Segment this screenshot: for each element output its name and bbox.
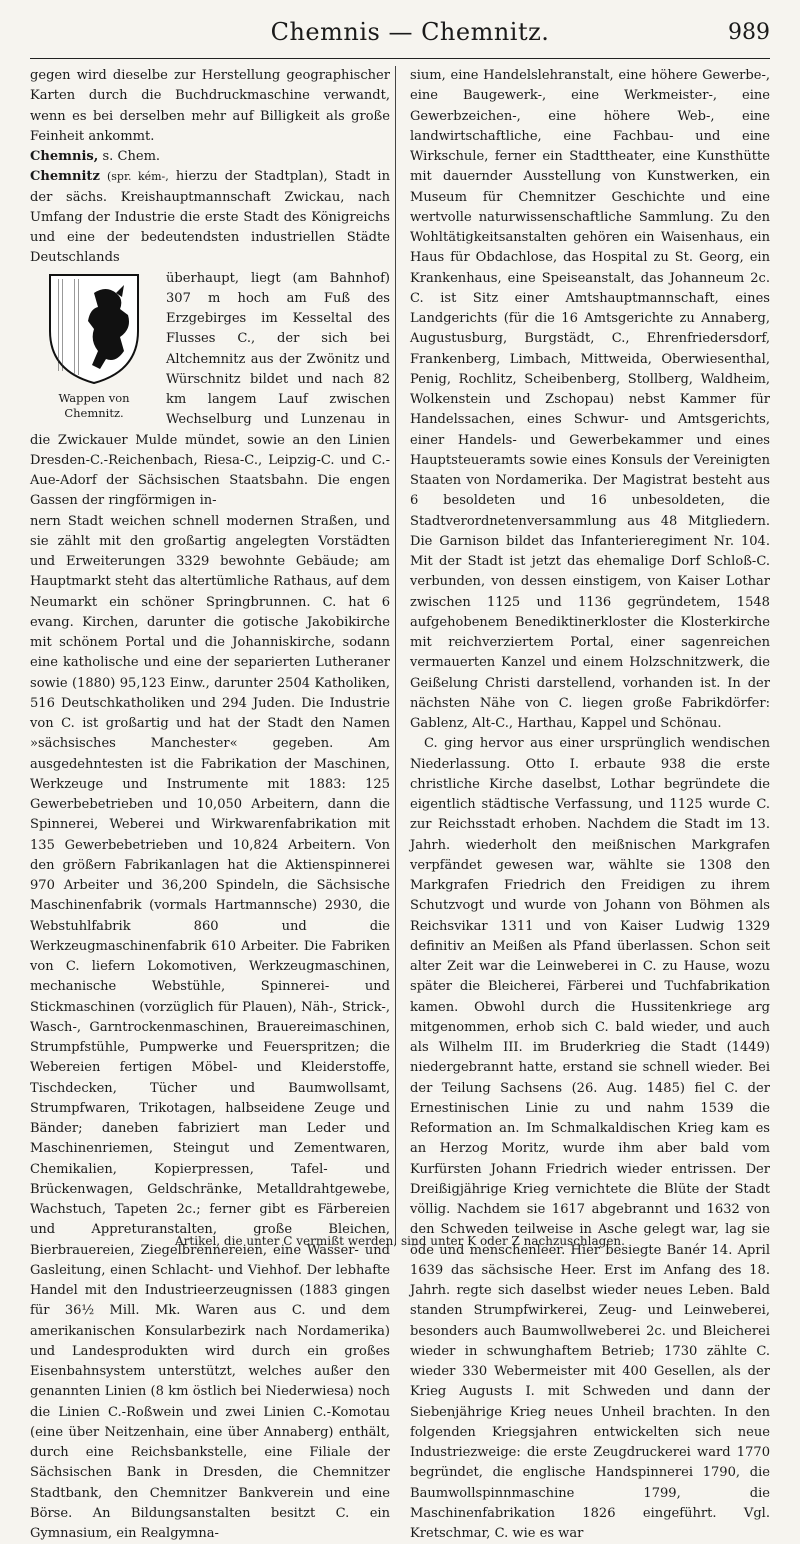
entry-headword: Chemnis, [30,149,98,164]
entry-intro: hierzu der Stadtplan), Stadt in der sächs. Kreishauptmannschaft Zwickau, nach Umfang der Industrie die erste Stadt des Königreichs und eine der bedeutendsten industriellen Städte Deutschlands [30,169,390,265]
paragraph-history: C. ging hervor aus einer ursprünglich wendischen Niederlassung. Otto I. erbaute 938 die erste christliche Kirche daselbst, Lothar begründete die eigentlich städtische Verfassung, und 1125 wurde C. zur Reichsstadt erhoben. Nachdem die Stadt im 13. Jahrh. wiederholt den meißnischen Markgrafen verpfändet gewesen war, wählte sie 1308 den Markgrafen Friedrich den Freidigen zu ihrem Schutzvogt und wurde von Johann von Böhmen als Reichsvikar 1311 und von Kaiser Ludwig 1329 definitiv an Meißen als Pfand überlassen. Schon seit alter Zeit war die Leinweberei in C. zu Hause, wozu später die Bleicherei, Färberei und Tuchfabrikation kamen. Obwohl durch die Hussitenkriege arg mitgenommen, erhob sich C. bald wieder, und auch als Wilhelm III. im Bruderkrieg die Stadt (1449) niedergebrannt hatte, erstand sie schnell wieder. Bei der Teilung Sachsens (26. Aug. 1485) fiel C. der Ernestinischen Linie zu und nahm 1539 die Reformation an. Im Schmalkaldischen Krieg kam es an Herzog Moritz, wurde ihm aber bald vom Kurfürsten Johann Friedrich wieder entrissen. Der Dreißigjährige Krieg vernichtete die Blüte der Stadt völlig. Nachdem sie 1617 abgebrannt und 1632 von den Schweden teilweise in Asche gelegt war, lag sie öde und menschenleer. Hier besiegte Banér 14. April 1639 das sächsische Heer. Erst im Anfang des 18. Jahrh. regte sich daselbst wieder neues Leben. Bald standen Strumpfwirkerei, Zeug- und Leinweberei, besonders auch Baumwollweberei 2c. und Bleicherei wieder in schwunghaftem Betrieb; 1730 zählte C. wieder 330 Webermeister mit 400 Gesellen, als der Krieg Augusts I. mit Schweden und dann der Siebenjährige Krieg neues Unheil brachten. In den folgenden Kriegsjahren entwickelten sich neue Industriezweige: die erste Zeugdruckerei ward 1770 begründet, die englische Handspinnerei 1790, die Baumwollspinnmaschine 1799, die Maschinenfabrikation 1826 eingeführt. Vgl. Kretschmar, C. wie es war [410,734,770,1544]
left-column [30,66,390,1544]
running-title: Chemnis — Chemnitz. [50,18,770,46]
entry-chemnis [30,147,390,167]
crest-caption: Wappen von Chemnitz. [30,391,158,421]
crest-figure [30,269,158,421]
page-number: 989 [728,20,770,45]
header-rule [30,58,770,59]
page-footer: Artikel, die unter C vermißt werden, sind unter K oder Z nachzuschlagen. [30,1234,770,1248]
entry-chemnitz-body: nern Stadt weichen schnell modernen Straßen, und sie zählt mit den großartig angelegten Vorstädten und Erweiterungen 3329 bewohnte Gebäude; am Hauptmarkt steht das altertümliche Rathaus, auf dem Neumarkt ein schöner Springbrunnen. C. hat 6 evang. Kirchen, darunter die gotische Jakobikirche mit schönem Portal und die Johanniskirche, sodann eine katholische und eine der separierten Lutheraner sowie (1880) 95,123 Einw., darunter 2504 Katholiken, 516 Deutschkatholiken und 294 Juden. Die Industrie von C. ist großartig und hat der Stadt den Namen »sächsisches Manchester« gegeben. Am ausgedehntesten ist die Fabrikation der Maschinen, Werkzeuge und Instrumente mit 1883: 125 Gewerbebetrieben und 10,050 Arbeitern, dann die Spinnerei, Weberei und Wirkwarenfabrikation mit 135 Gewerbebetrieben und 10,824 Arbeitern. Von den größern Fabrikanlagen hat die Aktienspinnerei 970 Arbeiter und 36,200 Spindeln, die Sächsische Maschinenfabrik (vormals Hartmannsche) 2930, die Webstuhlfabrik 860 und die Werkzeugmaschinenfabrik 610 Arbeiter. Die Fabriken von C. liefern Lokomotiven, Werkzeugmaschinen, mechanische Webstühle, Spinnerei- und Stickmaschinen (vorzüglich für Plauen), Näh-, Strick-, Wasch-, Garntrockenmaschinen, Brauereimaschinen, Strumpfstühle, Pumpwerke und Feuerspritzen; die Webereien fertigen Möbel- und Kleiderstoffe, Tischdecken, Tücher und Baumwollsamt, Strumpfwaren, Trikotagen, halbseidene Zeuge und Bänder; daneben fabriziert man Leder und Maschinenriemen, Steingut und Zementwaren, Chemikalien, Kopierpressen, Tafel- und Brückenwagen, Geldschränke, Metalldrahtgewebe, Wachstuch, Tapeten 2c.; ferner gibt es Färbereien und Appreturanstalten, große Bleichen, Bierbrauereien, Ziegelbrennereien, eine Wasser- und Gasleitung, einen Schlacht- und Viehhof. Der lebhafte Handel mit den Industrieerzeugnissen (1883 gingen für 36½ Mill. Mk. Waren aus C. und dem amerikanischen Konsularbezirk nach Nordamerika) und Landesprodukten wird durch ein großes Eisenbahnsystem unterstützt, welches außer den genannten Linien (8 km östlich bei Niederwiesa) noch die Linien C.-Roßwein und zwei Linien C.-Komotau (eine über Neitzenhain, eine über Annaberg) enthält, durch eine Reichsbankstelle, eine Filiale der Sächsischen Bank in Dresden, die Chemnitzer Stadtbank, den Chemnitzer Bankverein und eine Börse. An Bildungsanstalten besitzt C. ein Gymnasium, ein Realgymna- [30,512,390,1544]
page-header [50,10,770,58]
pronunciation: (spr. kém-, [107,170,169,183]
entry-chemnitz [30,167,390,268]
entry-crossref: s. Chem. [102,149,160,164]
paragraph-institutions: sium, eine Handelslehranstalt, eine höhere Gewerbe-, eine Baugewerk-, eine Werkmeister-, eine Gewerbzeichen-, eine höhere Web-, eine landwirtschaftliche, eine Fachbau- und eine Wirkschule, ferner ein Stadttheater, eine Kunsthütte mit dauernder Ausstellung von Kunstwerken, ein Museum für Chemnitzer Geschichte und eine wertvolle naturwissenschaftliche Sammlung. Zu den Wohltätigkeitsanstalten gehören ein Waisenhaus, ein Haus für Obdachlose, das Hospital zu St. Georg, ein Krankenhaus, eine Speiseanstalt, das Johanneum 2c. C. ist Sitz einer Amtshauptmannschaft, eines Landgerichts (für die 16 Amtsgerichte zu Annaberg, Augustusburg, Burgstädt, C., Ehrenfriedersdorf, Frankenberg, Limbach, Mittweida, Oberwiesenthal, Penig, Rochlitz, Scheibenberg, Stollberg, Waldheim, Wolkenstein und Zschopau) nebst Kammer für Handelssachen, eines Schwur- und Amtsgerichts, einer Handels- und Gewerbekammer und eines Hauptsteueramts sowie eines Konsuls der Vereinigten Staaten von Nordamerika. Der Magistrat besteht aus 6 besoldeten und 16 unbesoldeten, die Stadtverordnetenversammlung aus 48 Mitgliedern. Die Garnison bildet das Infanterieregiment Nr. 104. Mit der Stadt ist jetzt das ehemalige Dorf Schloß-C. verbunden, von dessen einstigem, von Kaiser Lothar zwischen 1125 und 1136 gegründetem, 1548 aufgehobenem Benediktinerkloster die Klosterkirche mit reichverziertem Portal, einer sagenreichen vermauerten Kanzel und einem Holzschnitzwerk, die Geißelung Christi darstellend, vorhanden ist. In der nächsten Nähe von C. liegen große Fabrikdörfer: Gablenz, Alt-C., Harthau, Kappel und Schönau. [410,66,770,734]
paragraph-continuation: gegen wird dieselbe zur Herstellung geographischer Karten durch die Buchdruckmaschine verwandt, wenn es bei derselben mehr auf Billigkeit als große Feinheit ankommt. [30,66,390,147]
entry-chemnitz-wrap: überhaupt, liegt (am Bahnhof) 307 m hoch am Fuß des Erzgebirges im Kesseltal des Flusses C., der sich bei Altchemnitz aus der Zwönitz und Würschnitz bildet und nach 82 km langem Lauf zwischen Wechselburg und Lunzenau in die Zwickauer Mulde mündet, sowie an den Linien Dresden-C.-Reichenbach, Riesa-C., Leipzig-C. und C.-Aue-Adorf der Sächsischen Staatsbahn. Die engen Gassen der ringförmigen in- [30,269,390,512]
entry-headword: Chemnitz [30,169,100,184]
chemnitz-coat-of-arms-icon [46,271,142,387]
right-column [410,66,770,1544]
column-divider [395,66,396,1245]
